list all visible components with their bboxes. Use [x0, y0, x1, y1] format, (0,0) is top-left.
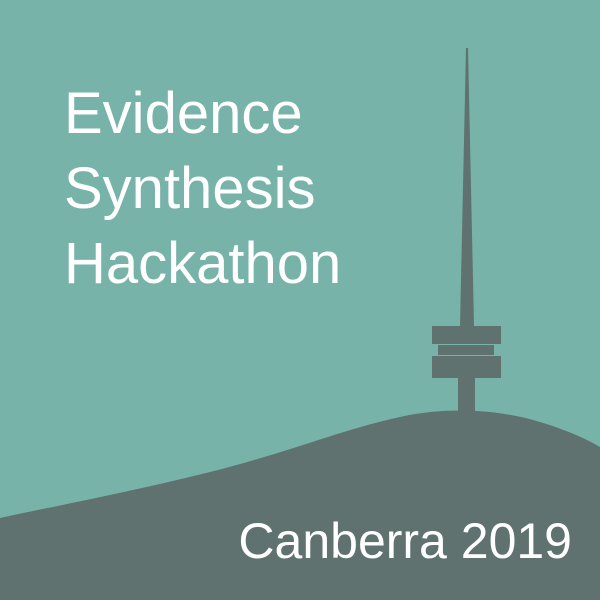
event-location-year: Canberra 2019: [238, 513, 572, 569]
event-title: [64, 76, 341, 301]
title-line-hackathon: Hackathon: [64, 231, 342, 296]
tower-middle-deck: [438, 345, 494, 355]
tower-upper-deck: [432, 326, 501, 344]
tower-lower-deck: [432, 356, 501, 378]
title-line-synthesis: Synthesis: [64, 156, 316, 221]
title-line-evidence: Evidence: [64, 81, 303, 146]
